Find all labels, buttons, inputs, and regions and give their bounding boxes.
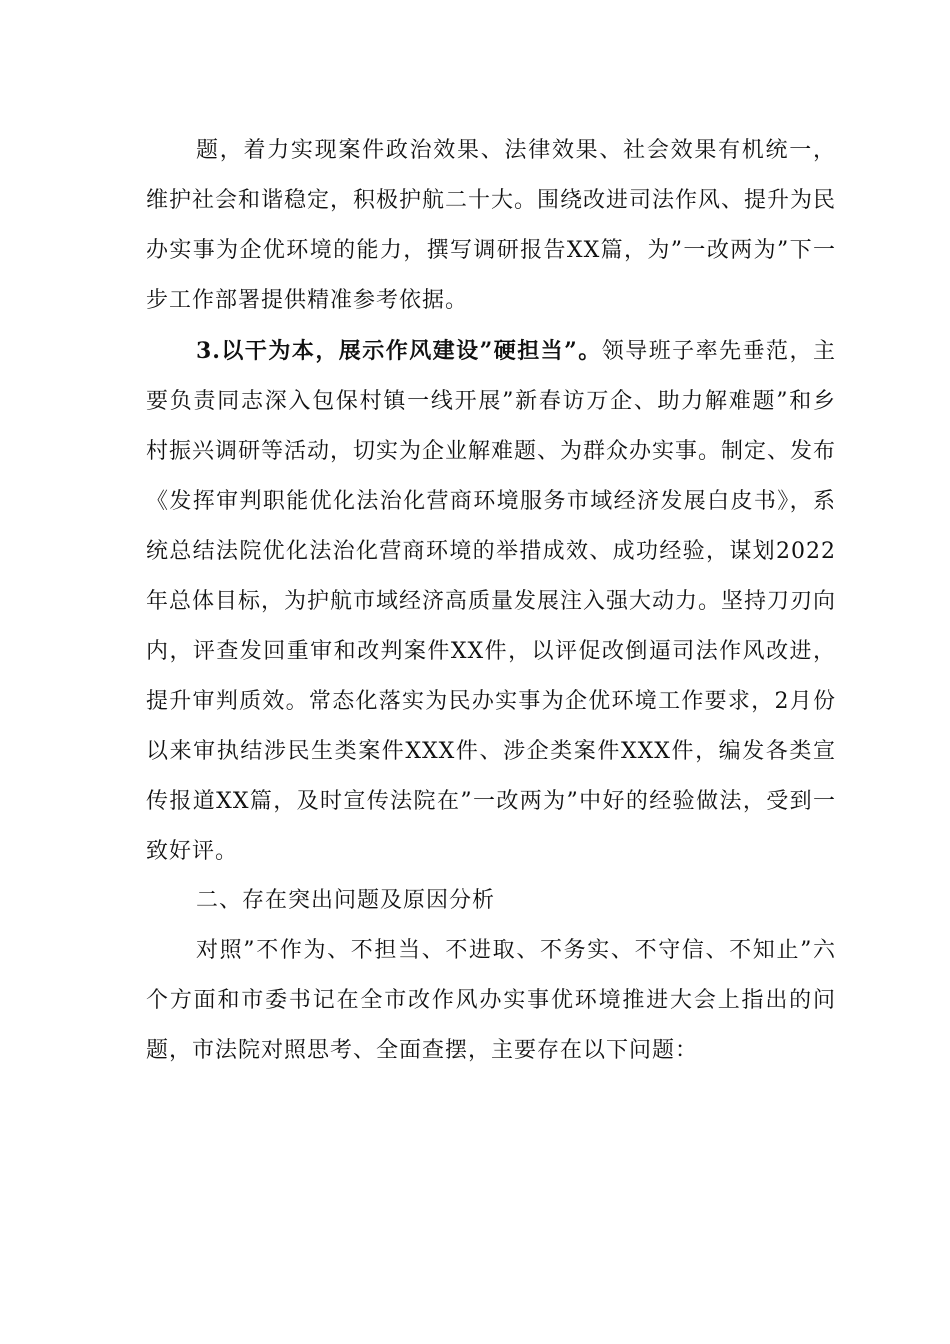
paragraph-4-text: 对照”不作为、不担当、不进取、不务实、不守信、不知止”六个方面和市委书记在全市改作风办实事优环境推进大会上指出的问题，市法院对照思考、全面查摆，主要存在以下问题： bbox=[146, 938, 836, 1063]
paragraph-2-text: 领导班子率先垂范，主要负责同志深入包保村镇一线开展”新春访万企、助力解难题”和乡村振兴调研等活动，切实为企业解难题、为群众办实事。制定、发布《发挥审判职能优化法治化营商环境服务市域经济发展白皮书》，系统总结法院优化法治化营商环境的举措成效、成功经验，谋划2022年总体目标，为护航市域经济高质量发展注入强大动力。坚持刀刃向内，评查发回重审和改判案件XX件，以评促改倒逼司法作风改进，提升审判质效。常态化落实为民办实事为企优环境工作要求，2月份以来审执结涉民生类案件XXX件、涉企类案件XXX件，编发各类宣传报道XX篇，及时宣传法院在”一改两为”中好的经验做法，受到一致好评。 bbox=[146, 339, 837, 864]
paragraph-2-heading: 3.以干为本，展示作风建设”硬担当”。 bbox=[196, 338, 602, 364]
paragraph-1-text: 题，着力实现案件政治效果、法律效果、社会效果有机统一，维护社会和谐稳定，积极护航二十大。围绕改进司法作风、提升为民办实事为企优环境的能力，撰写调研报告XX篇，为”一改两为”下一步工作部署提供精准参考依据。 bbox=[146, 138, 837, 313]
paragraph-2 bbox=[146, 326, 836, 877]
paragraph-1 bbox=[146, 126, 836, 326]
section-heading bbox=[146, 876, 836, 926]
section-heading-text: 二、存在突出问题及原因分析 bbox=[196, 888, 496, 913]
paragraph-4 bbox=[146, 926, 836, 1076]
